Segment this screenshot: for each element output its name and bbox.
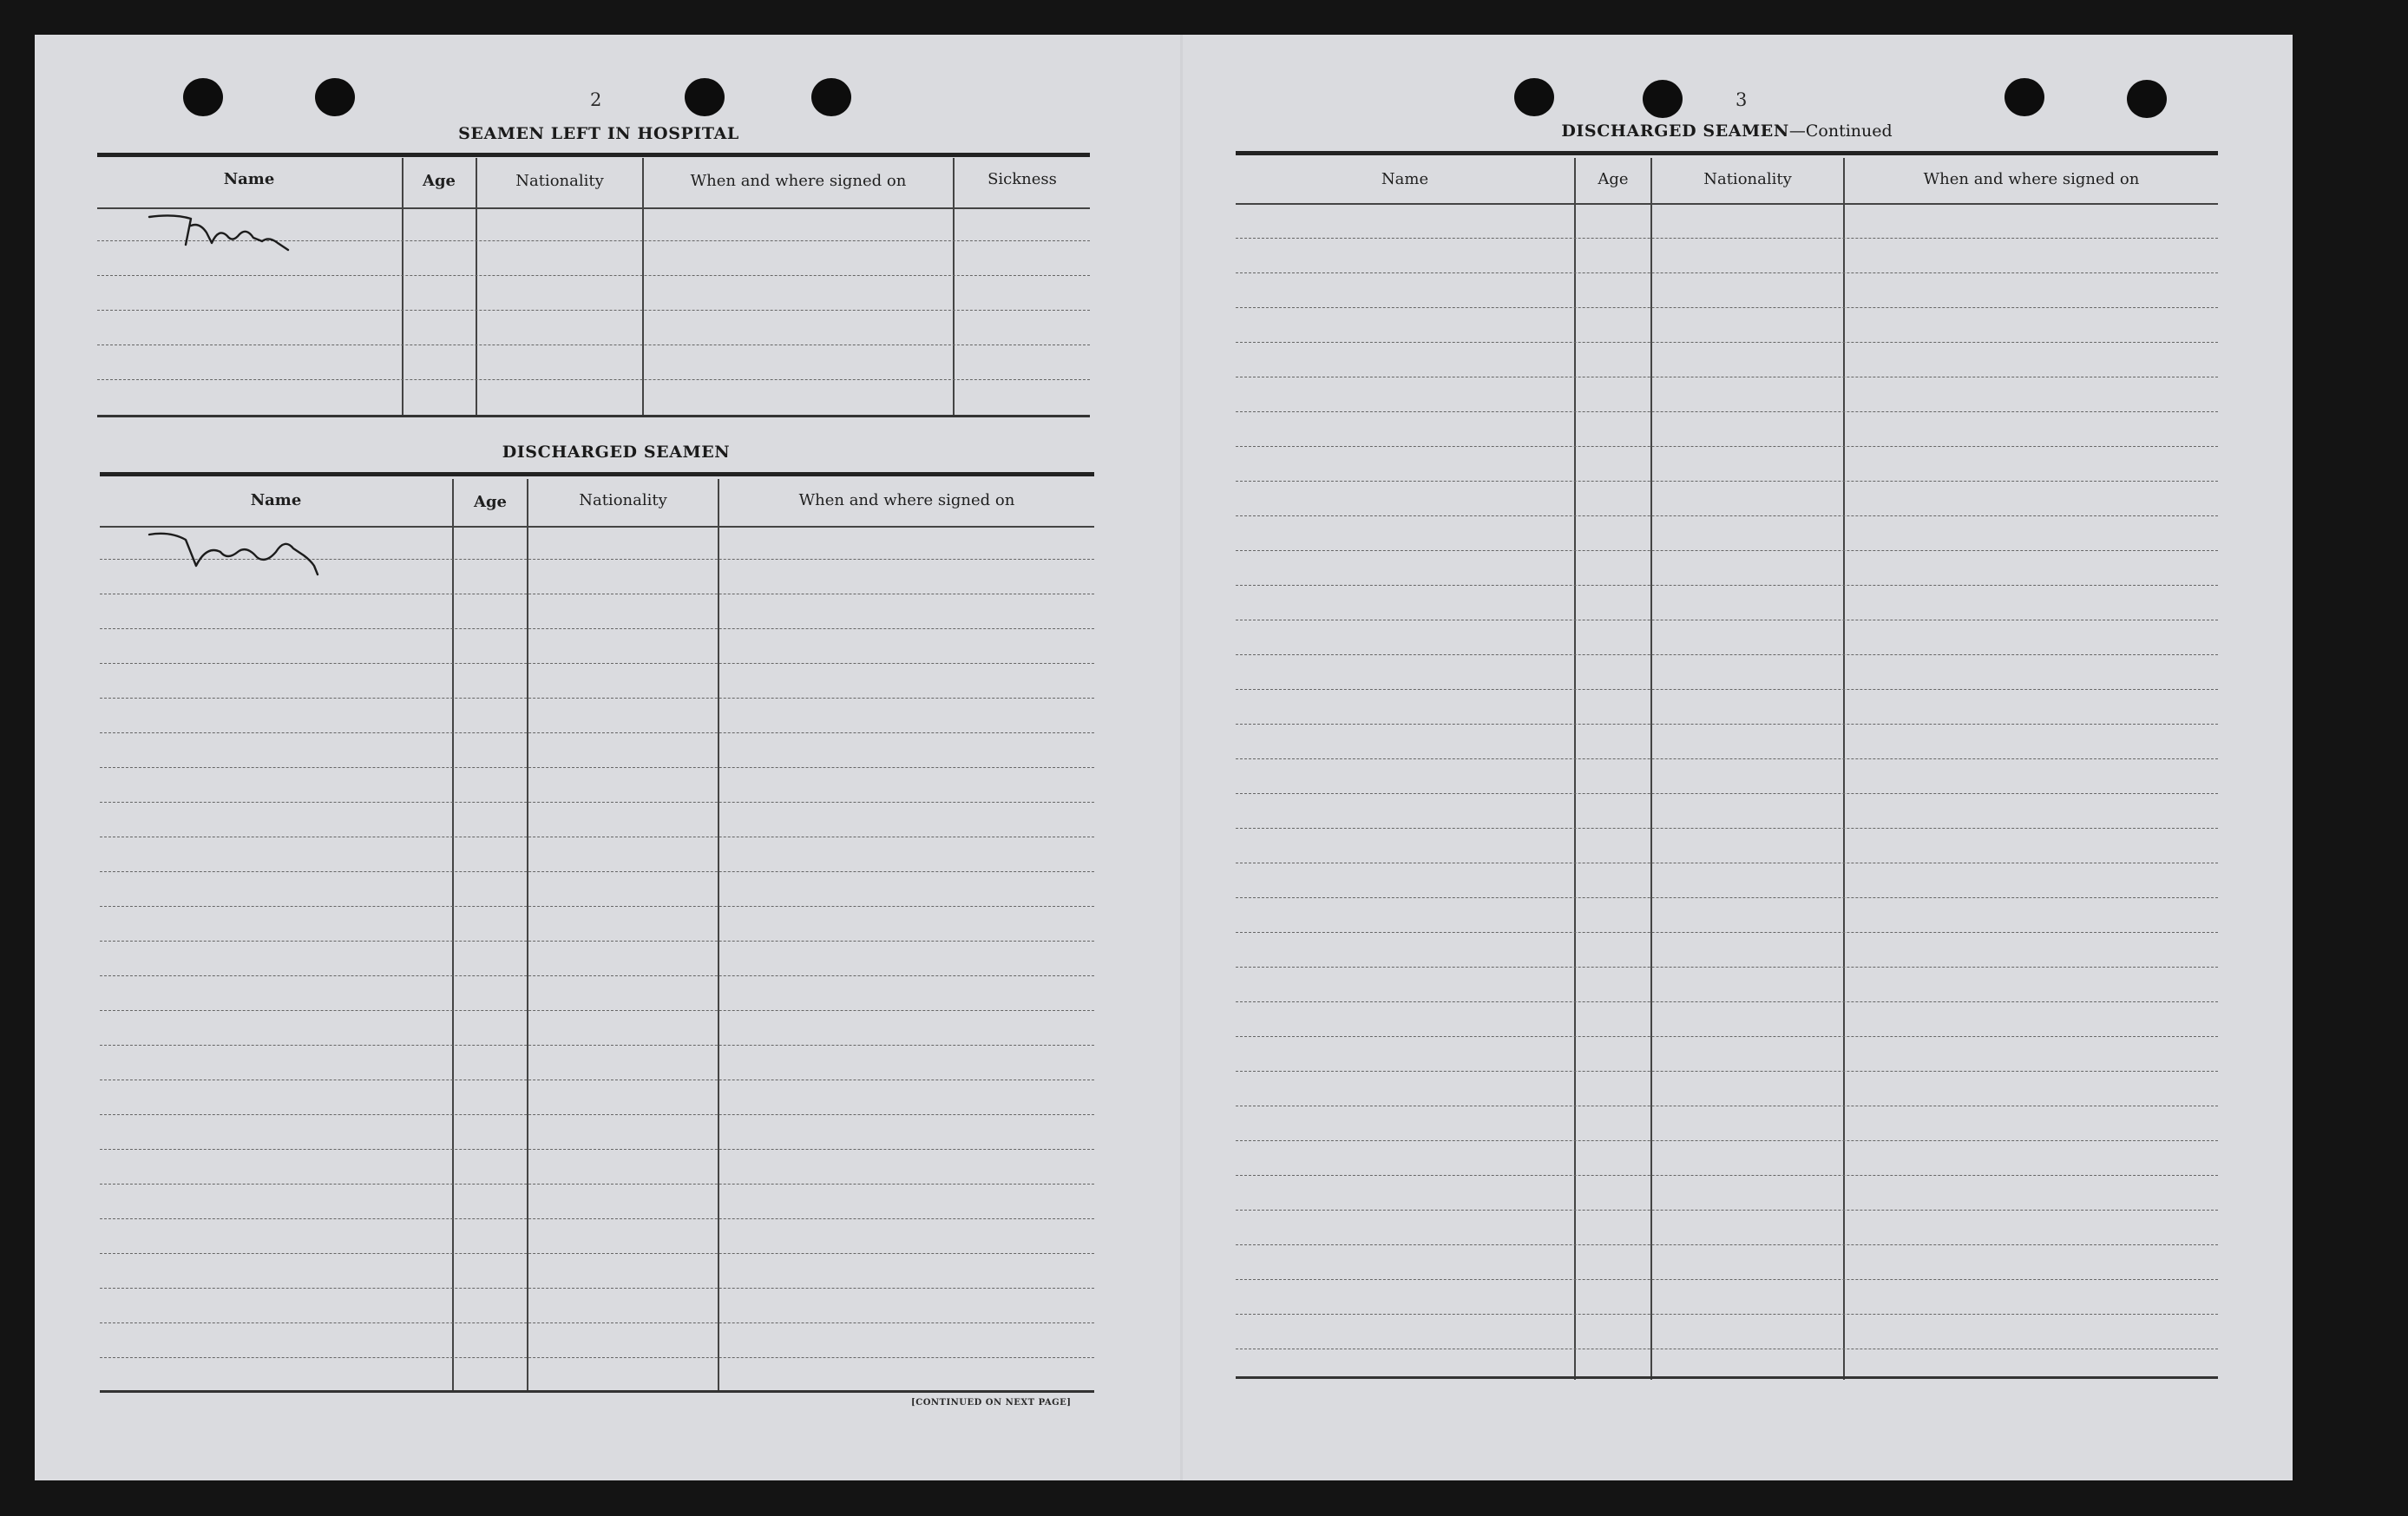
entry-row <box>100 1184 1094 1185</box>
entry-row <box>100 767 1094 768</box>
col-header-signed-on: When and where signed on <box>1923 170 2140 188</box>
punch-hole <box>1643 80 1683 118</box>
hospital-ledger <box>97 153 1090 422</box>
entry-row <box>1236 724 2218 725</box>
ledger-bottom-rule <box>97 415 1090 417</box>
entry-row <box>100 732 1094 733</box>
entry-row <box>100 1045 1094 1046</box>
punch-hole <box>183 78 223 116</box>
punch-hole <box>1514 78 1554 116</box>
entry-row <box>1236 342 2218 343</box>
col-header-age: Age <box>422 172 456 190</box>
page-number-left: 2 <box>590 89 602 110</box>
entry-row <box>100 1288 1094 1289</box>
punch-hole <box>315 78 355 116</box>
column-divider <box>642 158 644 415</box>
title-text: DISCHARGED SEAMEN <box>1561 121 1789 141</box>
entry-row <box>1236 967 2218 968</box>
entry-row <box>1236 793 2218 794</box>
entry-row <box>100 802 1094 803</box>
entry-row <box>100 1114 1094 1115</box>
col-header-nationality: Nationality <box>1703 170 1792 188</box>
col-header-nationality: Nationality <box>515 172 604 190</box>
entry-row <box>1236 828 2218 829</box>
punch-hole <box>811 78 851 116</box>
entry-row <box>100 1010 1094 1011</box>
entry-row <box>1236 1244 2218 1245</box>
punch-hole <box>685 78 725 116</box>
entry-row <box>100 1253 1094 1254</box>
entry-row <box>100 628 1094 629</box>
entry-row <box>1236 1314 2218 1315</box>
ledger-bottom-rule <box>100 1390 1094 1393</box>
page-number-right: 3 <box>1735 89 1748 110</box>
discharged-ledger <box>100 472 1094 1394</box>
entry-row <box>1236 1071 2218 1072</box>
entry-row <box>100 975 1094 976</box>
entry-row <box>97 379 1090 380</box>
entry-row <box>100 871 1094 872</box>
entry-row <box>100 906 1094 907</box>
entry-row <box>1236 897 2218 898</box>
entry-row <box>1236 1279 2218 1280</box>
discharged-continued-title <box>1527 121 1926 141</box>
col-header-nationality: Nationality <box>579 491 667 509</box>
discharged-section-title: DISCHARGED SEAMEN <box>502 443 731 462</box>
entry-row <box>100 698 1094 699</box>
handwritten-none-entry <box>141 526 331 581</box>
header-rule <box>1236 203 2218 205</box>
col-header-name: Name <box>1381 170 1429 188</box>
entry-row <box>1236 307 2218 308</box>
entry-row <box>97 275 1090 276</box>
col-header-age: Age <box>1598 170 1629 188</box>
entry-row <box>1236 238 2218 239</box>
entry-row <box>1236 1001 2218 1002</box>
entry-row <box>1236 1210 2218 1211</box>
entry-row <box>1236 446 2218 447</box>
continued-footnote: [CONTINUED ON NEXT PAGE] <box>911 1398 1072 1408</box>
col-header-signed-on: When and where signed on <box>798 491 1015 509</box>
entry-row <box>1236 585 2218 586</box>
column-divider <box>402 158 404 415</box>
entry-row <box>1236 758 2218 759</box>
ledger-top-rule <box>1236 151 2218 155</box>
ledger-top-rule <box>97 153 1090 157</box>
col-header-sickness: Sickness <box>987 170 1057 188</box>
column-divider <box>953 158 955 415</box>
entry-row <box>1236 1175 2218 1176</box>
punch-hole <box>2004 78 2044 116</box>
col-header-signed-on: When and where signed on <box>690 172 907 190</box>
entry-row <box>100 1149 1094 1150</box>
entry-row <box>1236 689 2218 690</box>
entry-row <box>1236 272 2218 273</box>
entry-row <box>100 1322 1094 1323</box>
entry-row <box>1236 411 2218 412</box>
column-divider <box>476 158 477 415</box>
title-suffix: —Continued <box>1788 121 1893 141</box>
entry-row <box>100 663 1094 664</box>
entry-row <box>1236 932 2218 933</box>
ledger-bottom-rule <box>1236 1376 2218 1379</box>
col-header-name: Name <box>223 170 275 188</box>
ledger-top-rule <box>100 472 1094 476</box>
page-fold <box>1180 35 1183 1480</box>
entry-row <box>1236 654 2218 655</box>
entry-row <box>97 310 1090 311</box>
entry-row <box>1236 1140 2218 1141</box>
continued-ledger <box>1236 151 2218 1381</box>
entry-row <box>1236 481 2218 482</box>
entry-row <box>1236 515 2218 516</box>
handwritten-none-entry <box>139 207 295 260</box>
col-header-name: Name <box>250 491 302 509</box>
entry-row <box>1236 550 2218 551</box>
entry-row <box>1236 1036 2218 1037</box>
hospital-section-title: SEAMEN LEFT IN HOSPITAL <box>458 124 739 143</box>
entry-row <box>100 1218 1094 1219</box>
entry-row <box>100 941 1094 942</box>
col-header-age: Age <box>473 493 507 511</box>
entry-row <box>100 1357 1094 1358</box>
punch-hole <box>2127 80 2167 118</box>
